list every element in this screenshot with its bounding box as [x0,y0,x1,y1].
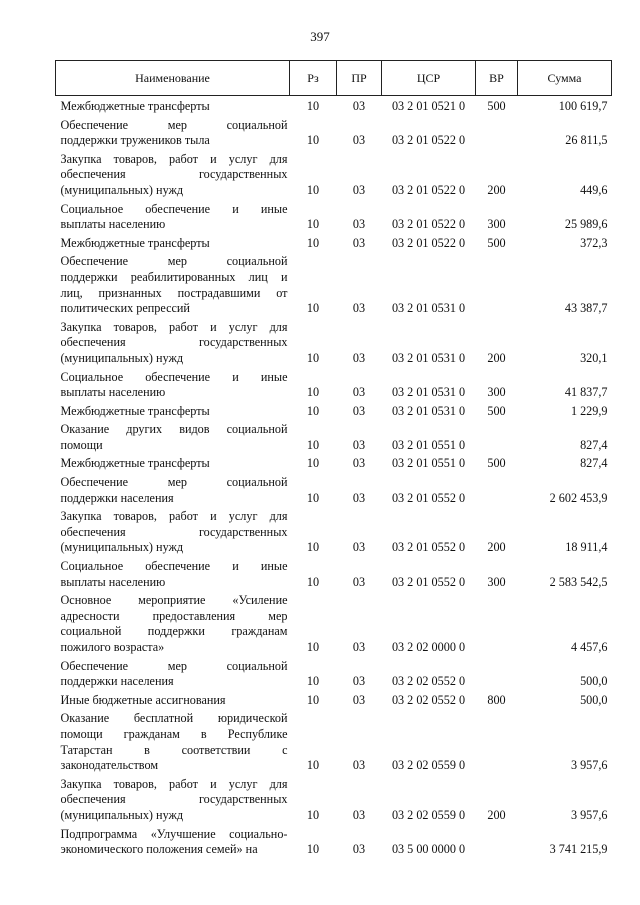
cell-name-line: (муниципальных) нужд [60,540,184,555]
cell-rz: 10 [306,385,320,400]
cell-rz: 10 [306,217,320,232]
cell-name [56,708,290,773]
cell-pr: 03 [352,301,366,316]
cell-name-line: поддержки населения [60,674,174,689]
table-row [56,367,612,401]
cell-sum: 3 741 215,9 [549,842,608,857]
cell-sum: 4 457,6 [570,640,608,654]
cell-sum: 500,0 [580,692,608,707]
cell-pr: 03 [352,490,366,505]
cell-rz: 10 [306,692,320,707]
cell-name [56,367,290,401]
cell-name [56,556,290,590]
cell-name [56,690,290,709]
cell-name [56,506,290,556]
cell-csr: 03 2 01 0522 0 [391,235,466,250]
cell-name-line: Основное мероприятие «Усиление [60,593,288,608]
cell-csr: 03 2 01 0521 0 [391,99,466,113]
table-row [56,824,612,858]
cell-rz: 10 [306,235,320,250]
cell-vr: 500 [487,235,506,250]
cell-csr: 03 2 02 0559 0 [391,758,466,773]
cell-vr: 300 [487,574,506,589]
cell-pr: 03 [352,540,366,555]
cell-name-line: Оказание бесплатной юридической [60,711,288,726]
table-header-row [56,61,612,96]
header-name: Наименование [56,61,290,96]
cell-vr: 800 [487,692,506,707]
table-row [56,506,612,556]
cell-vr [476,251,518,316]
cell-sum: 41 837,7 [564,385,608,400]
cell-sum: 18 911,4 [565,540,608,555]
cell-name-line: Обеспечение мер социальной [60,254,288,269]
cell-vr: 300 [487,217,506,232]
table-row [56,115,612,149]
cell-vr [476,656,518,690]
cell-rz: 10 [306,574,320,589]
cell-vr [476,472,518,506]
cell-vr: 500 [487,99,506,113]
cell-name-line: пожилого возраста» [60,640,165,654]
cell-name [56,233,290,252]
cell-name-line: обеспечения государственных [60,335,288,350]
cell-name-line: социальной поддержки гражданам [60,624,288,639]
table-row [56,149,612,199]
table-row [56,774,612,824]
cell-pr: 03 [352,133,366,148]
cell-csr: 03 2 01 0531 0 [391,385,466,400]
cell-sum: 2 602 453,9 [549,490,608,505]
cell-csr: 03 2 01 0522 0 [391,182,466,197]
cell-vr: 500 [487,456,506,471]
cell-csr: 03 2 02 0552 0 [391,692,466,707]
cell-pr: 03 [352,182,366,197]
cell-name-line: Оказание других видов социальной [60,422,288,437]
cell-sum: 827,4 [580,456,608,471]
cell-name-line: Межбюджетные трансферты [60,235,210,250]
cell-name-line: политических репрессий [60,301,190,316]
cell-csr: 03 2 01 0531 0 [391,350,466,365]
cell-sum: 100 619,7 [558,99,608,113]
header-pr: ПР [337,61,382,96]
cell-rz: 10 [306,350,320,365]
cell-rz: 10 [306,758,320,773]
cell-name-line: Социальное обеспечение и иные [60,369,288,384]
cell-name [56,824,290,858]
cell-name-line: Обеспечение мер социальной [60,475,288,490]
cell-rz: 10 [306,490,320,505]
cell-name-line: выплаты населению [60,217,166,232]
cell-name-line: Обеспечение мер социальной [60,658,288,673]
cell-vr: 300 [487,385,506,400]
cell-sum: 320,1 [580,350,608,365]
cell-sum: 3 957,6 [570,758,608,773]
cell-csr: 03 2 02 0552 0 [391,674,466,689]
cell-vr: 200 [487,182,506,197]
cell-rz: 10 [306,403,320,418]
cell-sum: 25 989,6 [564,217,608,232]
cell-name-line: выплаты населению [60,385,166,400]
table-row [56,690,612,709]
cell-name [56,115,290,149]
cell-name-line: Социальное обеспечение и иные [60,559,288,574]
header-rz: Рз [290,61,337,96]
cell-name-line: (муниципальных) нужд [60,807,184,822]
cell-csr: 03 2 02 0559 0 [391,807,466,822]
cell-rz: 10 [306,301,320,316]
cell-name-line: помощи гражданам в Республике [60,726,288,741]
cell-name [56,590,290,655]
cell-csr: 03 2 01 0552 0 [391,490,466,505]
cell-csr: 03 2 01 0551 0 [391,437,466,452]
cell-sum: 26 811,5 [565,133,608,148]
cell-csr: 03 2 01 0552 0 [391,574,466,589]
cell-csr: 03 5 00 0000 0 [391,842,466,857]
cell-name [56,251,290,316]
cell-name-line: обеспечения государственных [60,524,288,539]
cell-pr: 03 [352,574,366,589]
cell-name-line: адресности предоставления мер [60,608,288,623]
cell-sum: 2 583 542,5 [549,574,608,589]
cell-csr: 03 2 01 0522 0 [391,133,466,148]
cell-name-line: Закупка товаров, работ и услуг для [60,319,288,334]
cell-name [56,96,290,115]
cell-name [56,774,290,824]
cell-name-line: Обеспечение мер социальной [60,117,288,132]
cell-pr: 03 [352,437,366,452]
cell-name [56,472,290,506]
cell-pr: 03 [352,842,366,857]
cell-csr: 03 2 01 0522 0 [391,217,466,232]
cell-vr [476,419,518,453]
table-row [56,317,612,367]
cell-name-line: обеспечения государственных [60,792,288,807]
cell-name [56,656,290,690]
table-row [56,453,612,472]
cell-name-line: Межбюджетные трансферты [60,456,210,471]
cell-csr: 03 2 02 0000 0 [391,640,466,654]
table-row [56,708,612,773]
cell-name-line: Подпрограмма «Улучшение социально- [60,826,288,841]
table-row [56,472,612,506]
page-number: 397 [310,29,330,44]
cell-name-line: Закупка товаров, работ и услуг для [60,776,288,791]
cell-vr: 200 [487,540,506,555]
cell-name-line: Иные бюджетные ассигнования [60,692,226,707]
table-row [56,556,612,590]
cell-sum: 1 229,9 [570,403,608,418]
cell-rz: 10 [306,540,320,555]
cell-sum: 3 957,6 [570,807,608,822]
table-body [56,96,612,858]
cell-name-line: Социальное обеспечение и иные [60,201,288,216]
cell-rz: 10 [306,437,320,452]
cell-name-line: поддержки реабилитированных лиц и [60,269,288,284]
cell-name-line: Татарстан в соответствии с [60,742,288,757]
cell-csr: 03 2 01 0552 0 [391,540,466,555]
cell-csr: 03 2 01 0531 0 [391,301,466,316]
budget-table [55,60,612,858]
cell-vr [476,708,518,773]
cell-name [56,199,290,233]
table-row [56,590,612,655]
cell-vr: 200 [487,350,506,365]
table-row [56,251,612,316]
cell-vr: 500 [487,403,506,418]
cell-sum: 449,6 [580,182,608,197]
cell-pr: 03 [352,235,366,250]
cell-name-line: выплаты населению [60,574,166,589]
cell-name-line: экономического положения семей» на [60,842,258,857]
cell-pr: 03 [352,807,366,822]
cell-rz: 10 [306,674,320,689]
cell-csr: 03 2 01 0551 0 [391,456,466,471]
header-vr: ВР [476,61,518,96]
cell-pr: 03 [352,217,366,232]
cell-name-line: Межбюджетные трансферты [60,99,210,113]
cell-rz: 10 [306,133,320,148]
cell-name-line: поддержки населения [60,490,174,505]
cell-pr: 03 [352,99,366,113]
table-row [56,233,612,252]
cell-rz: 10 [306,99,320,113]
table-row [56,656,612,690]
table-row [56,96,612,115]
cell-rz: 10 [306,456,320,471]
cell-name-line: поддержки тружеников тыла [60,133,210,148]
cell-vr [476,824,518,858]
cell-rz: 10 [306,640,320,654]
cell-name-line: (муниципальных) нужд [60,350,184,365]
cell-name-line: обеспечения государственных [60,167,288,182]
cell-sum: 500,0 [580,674,608,689]
cell-name-line: Межбюджетные трансферты [60,403,210,418]
cell-name [56,453,290,472]
cell-name-line: Закупка товаров, работ и услуг для [60,151,288,166]
cell-sum: 827,4 [580,437,608,452]
cell-name-line: Закупка товаров, работ и услуг для [60,509,288,524]
header-csr: ЦСР [382,61,476,96]
cell-sum: 43 387,7 [564,301,608,316]
cell-rz: 10 [306,182,320,197]
cell-name [56,419,290,453]
cell-name [56,401,290,420]
cell-csr: 03 2 01 0531 0 [391,403,466,418]
cell-name-line: законодательством [60,758,159,773]
table-row [56,419,612,453]
cell-vr [476,115,518,149]
table-row [56,199,612,233]
cell-pr: 03 [352,385,366,400]
cell-sum: 372,3 [580,235,608,250]
cell-name-line: (муниципальных) нужд [60,182,184,197]
cell-pr: 03 [352,674,366,689]
cell-name-line: лиц, признанных пострадавшими от [60,285,288,300]
table-row [56,401,612,420]
cell-pr: 03 [352,640,366,654]
cell-name [56,317,290,367]
cell-name-line: помощи [60,437,103,452]
cell-name [56,149,290,199]
cell-pr: 03 [352,350,366,365]
cell-pr: 03 [352,758,366,773]
cell-pr: 03 [352,403,366,418]
cell-vr [476,590,518,655]
cell-pr: 03 [352,692,366,707]
cell-rz: 10 [306,807,320,822]
cell-vr: 200 [487,807,506,822]
cell-rz: 10 [306,842,320,857]
cell-pr: 03 [352,456,366,471]
header-sum: Сумма [518,61,612,96]
